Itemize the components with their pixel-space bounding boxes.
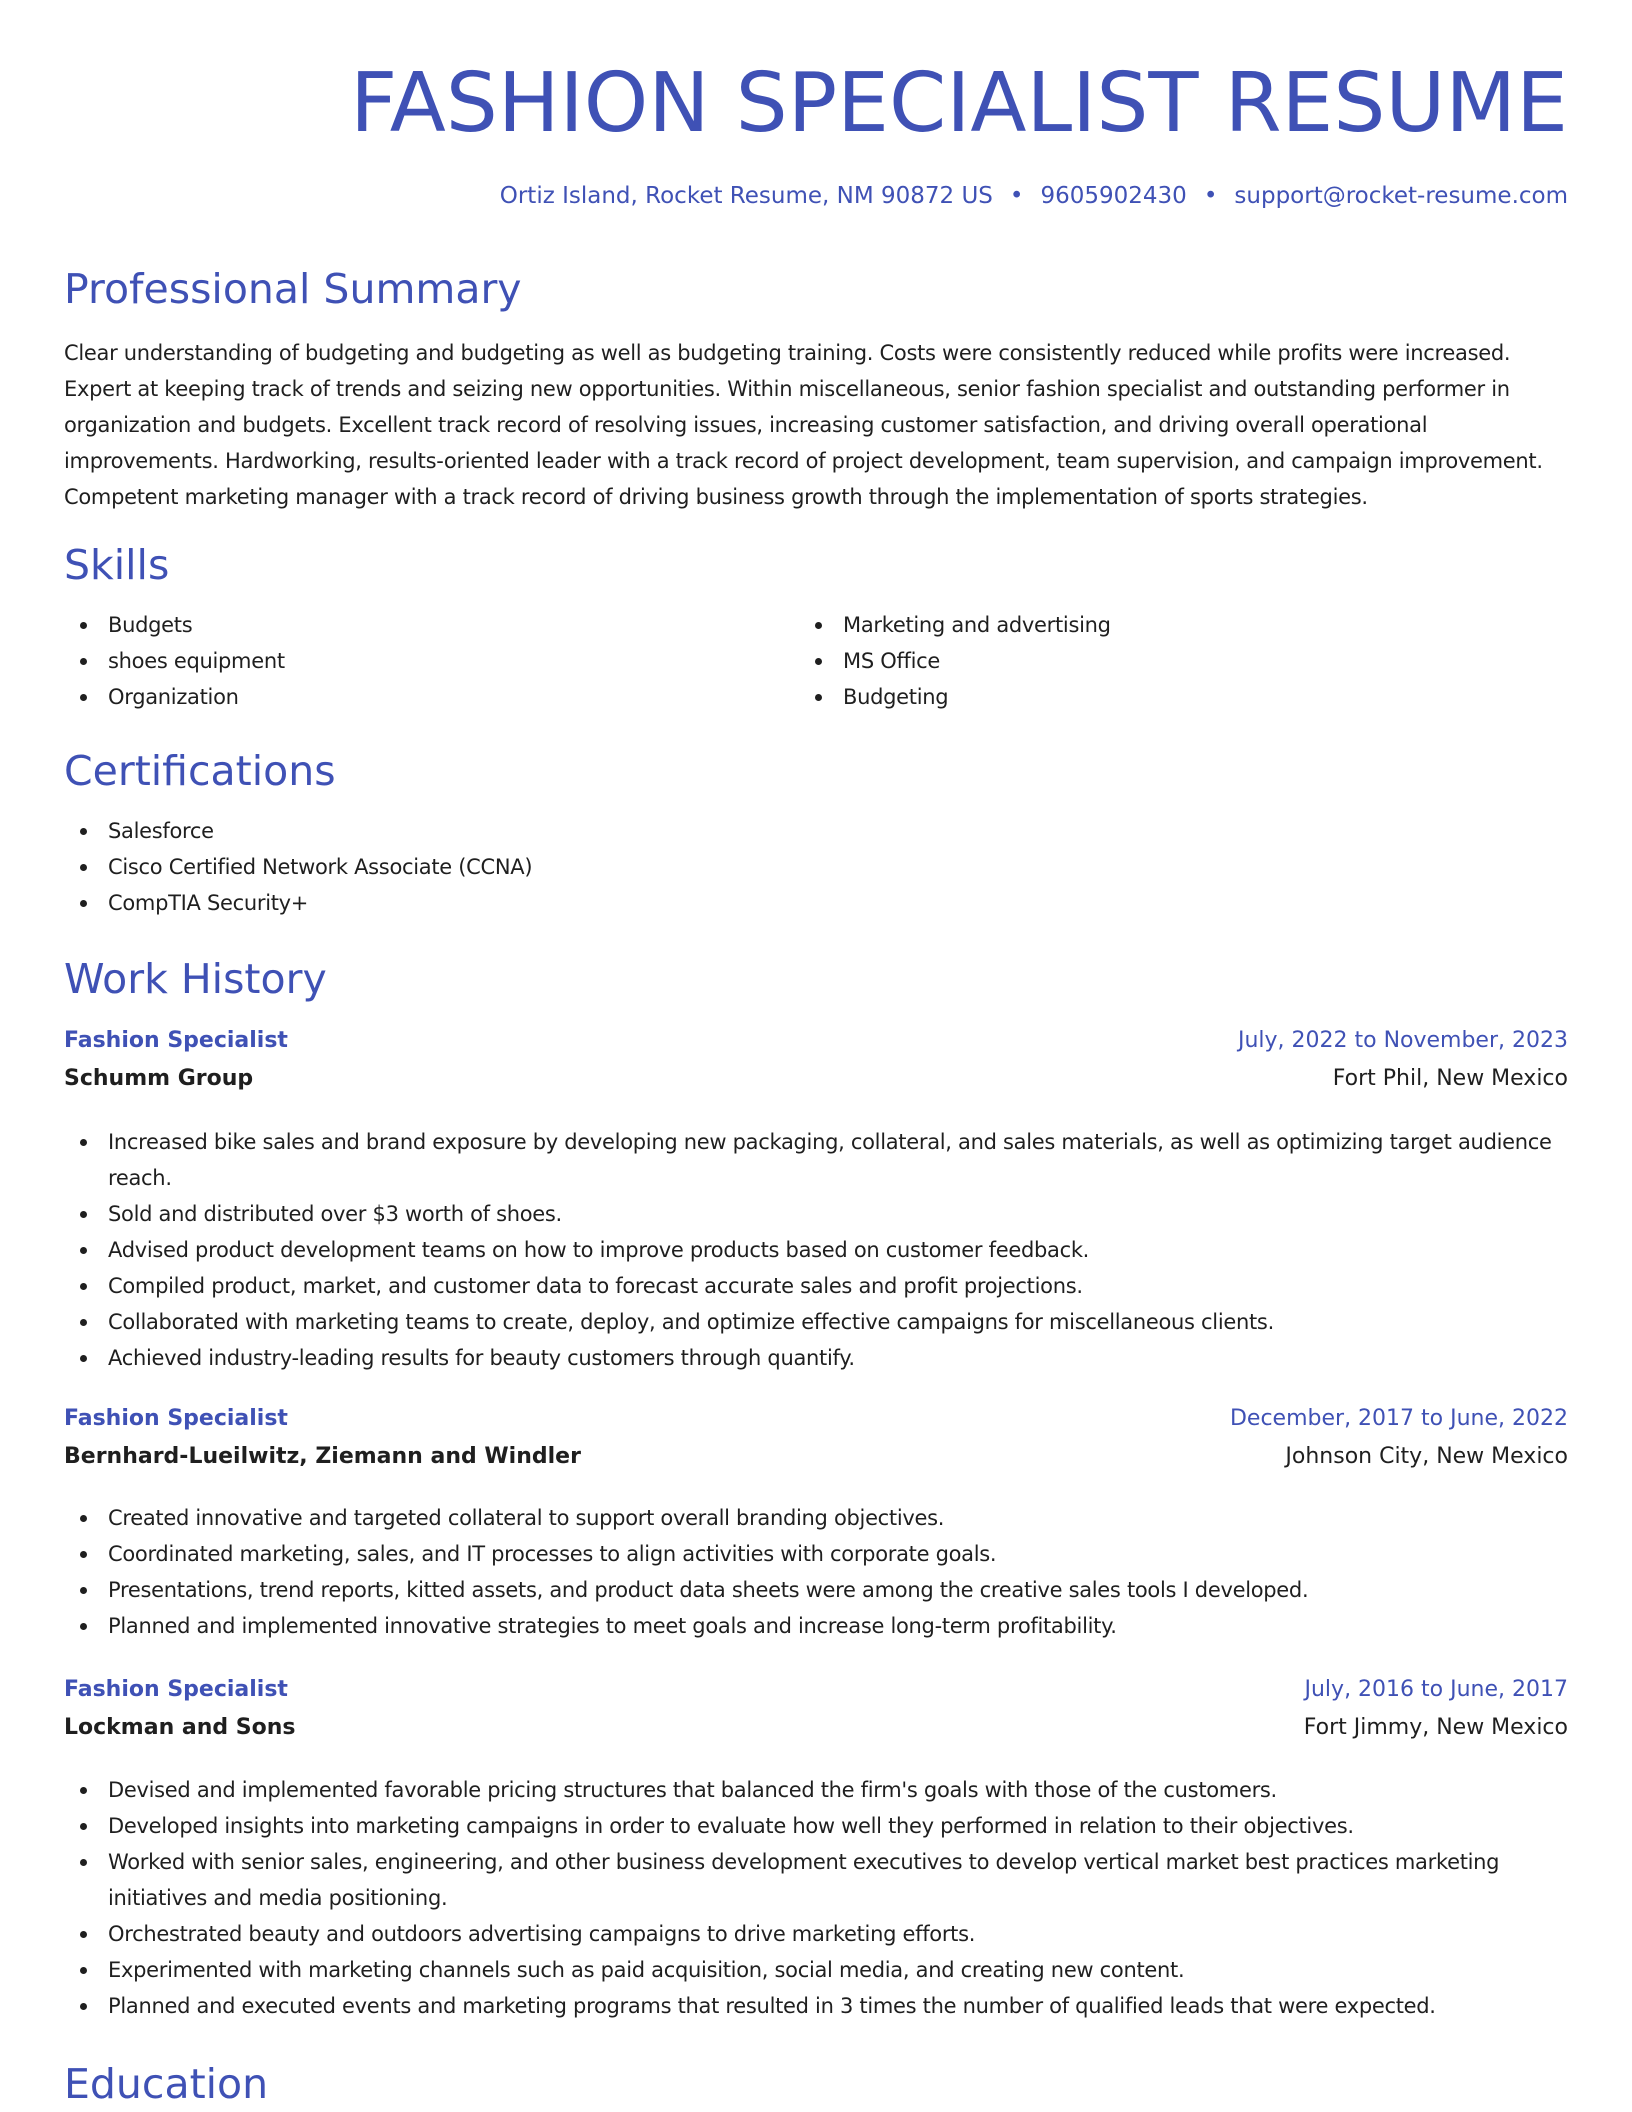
- company-name: Lockman and Sons: [64, 1715, 296, 1740]
- job-bullets: [64, 1772, 1568, 2024]
- job-header: [64, 1023, 1568, 1059]
- job-employer: [64, 1439, 1568, 1475]
- job-bullet: Coordinated marketing, sales, and IT processes to align activities with corporate goals.: [64, 1536, 1568, 1572]
- contact-phone: 9605902430: [1040, 183, 1187, 209]
- certification-item: Salesforce: [64, 813, 1064, 849]
- summary-text: Clear understanding of budgeting and budgeting as well as budgeting training. Costs were consistently reduced while profits were increased. Expert at keeping track of trends and seizing new opportunities. Within miscellaneous, senior fashion specialist and outstanding performer in organization and budgets. Excellent track record of resolving issues, increasing customer satisfaction, and driving overall operational improvements. Hardworking, results-oriented leader with a track record of project development, team supervision, and campaign improvement. Competent marketing manager with a track record of driving business growth through the implementation of sports strategies.: [64, 341, 1543, 509]
- job-bullet: Advised product development teams on how to improve products based on customer feedback.: [64, 1232, 1568, 1268]
- skill-item: Marketing and advertising: [799, 607, 1499, 643]
- work-history-heading: Work History: [64, 955, 327, 1003]
- job-title: Fashion Specialist: [64, 1406, 288, 1431]
- job-bullet: Worked with senior sales, engineering, and other business development executives to develop vertical market best practices marketing initiatives and media positioning.: [64, 1844, 1568, 1916]
- job-header: [64, 1672, 1568, 1708]
- job-location: Fort Jimmy, New Mexico: [1303, 1715, 1568, 1740]
- job-header: [64, 1401, 1568, 1437]
- job-bullet: Increased bike sales and brand exposure by developing new packaging, collateral, and sales materials, as well as optimizing target audience reach.: [64, 1124, 1568, 1196]
- contact-email: support@rocket-resume.com: [1234, 183, 1568, 209]
- job-title: Fashion Specialist: [64, 1677, 288, 1702]
- company-name: Bernhard-Lueilwitz, Ziemann and Windler: [64, 1444, 581, 1469]
- resume-title: FASHION SPECIALIST RESUME: [350, 56, 1568, 151]
- skill-item: MS Office: [799, 643, 1499, 679]
- job-bullet: Compiled product, market, and customer data to forecast accurate sales and profit projections.: [64, 1268, 1568, 1304]
- job-bullets: [64, 1500, 1568, 1644]
- skill-item: Budgets: [64, 607, 764, 643]
- education-heading: Education: [64, 2060, 269, 2108]
- job-bullet: Planned and executed events and marketing programs that resulted in 3 times the number of qualified leads that were expected.: [64, 1988, 1568, 2024]
- job-employer: [64, 1710, 1568, 1746]
- company-name: Schumm Group: [64, 1066, 254, 1091]
- job-title: Fashion Specialist: [64, 1028, 288, 1053]
- job-dates: July, 2022 to November, 2023: [1237, 1028, 1568, 1053]
- job-bullet: Developed insights into marketing campaigns in order to evaluate how well they performed in relation to their objectives.: [64, 1808, 1568, 1844]
- skills-list-right: [799, 607, 1499, 715]
- contact-separator: •: [1009, 183, 1024, 209]
- contact-address: Ortiz Island, Rocket Resume, NM 90872 US: [499, 183, 993, 209]
- job-bullet: Achieved industry-leading results for beauty customers through quantify.: [64, 1340, 1568, 1376]
- contact-line: [500, 180, 1568, 212]
- job-employer: [64, 1061, 1568, 1097]
- skill-item: shoes equipment: [64, 643, 764, 679]
- job-location: Fort Phil, New Mexico: [1332, 1066, 1568, 1091]
- skill-item: Organization: [64, 679, 764, 715]
- certification-item: Cisco Certified Network Associate (CCNA): [64, 849, 1064, 885]
- certifications-list: [64, 813, 1064, 921]
- job-dates: December, 2017 to June, 2022: [1229, 1406, 1568, 1431]
- job-location: Johnson City, New Mexico: [1285, 1444, 1568, 1469]
- job-bullet: Orchestrated beauty and outdoors advertising campaigns to drive marketing efforts.: [64, 1916, 1568, 1952]
- job-bullet: Presentations, trend reports, kitted assets, and product data sheets were among the creative sales tools I developed.: [64, 1572, 1568, 1608]
- job-bullets: [64, 1124, 1568, 1376]
- job-dates: July, 2016 to June, 2017: [1304, 1677, 1568, 1702]
- job-bullet: Devised and implemented favorable pricing structures that balanced the firm's goals with those of the customers.: [64, 1772, 1568, 1808]
- certifications-heading: Certifications: [64, 747, 336, 795]
- certification-item: CompTIA Security+: [64, 885, 1064, 921]
- job-bullet: Sold and distributed over $3 worth of shoes.: [64, 1196, 1568, 1232]
- skills-heading: Skills: [64, 541, 170, 589]
- job-bullet: Experimented with marketing channels such as paid acquisition, social media, and creating new content.: [64, 1952, 1568, 1988]
- job-bullet: Created innovative and targeted collateral to support overall branding objectives.: [64, 1500, 1568, 1536]
- contact-separator: •: [1203, 183, 1218, 209]
- job-bullet: Planned and implemented innovative strategies to meet goals and increase long-term profitability.: [64, 1608, 1568, 1644]
- skills-list-left: [64, 607, 764, 715]
- summary-heading: Professional Summary: [64, 265, 522, 313]
- job-bullet: Collaborated with marketing teams to create, deploy, and optimize effective campaigns for miscellaneous clients.: [64, 1304, 1568, 1340]
- skill-item: Budgeting: [799, 679, 1499, 715]
